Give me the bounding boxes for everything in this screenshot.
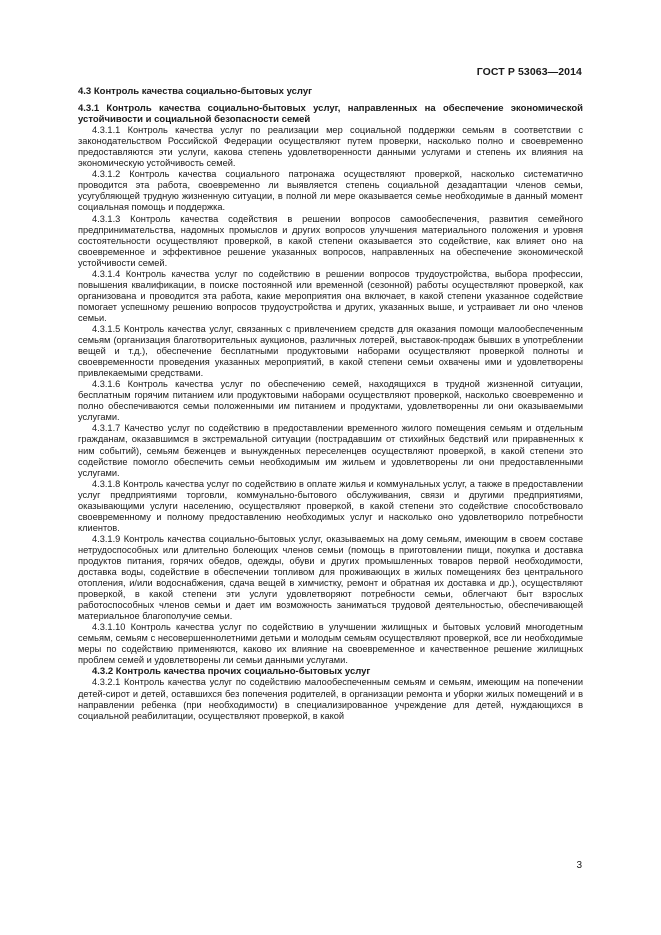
paragraph: 4.3.2.1 Контроль качества услуг по содействию малообеспеченным семьям и семьям, имеющим на попечении детей-сирот и детей, оставшихся без попечения родителей, в организации ремонта и уборки жилых помещений и в направлении ребенка (при необходимости) в специализированное учреждение для детей, нуждающихся в социальной реабилитации, осуществляют проверкой, в какой — [78, 677, 583, 721]
paragraph: 4.3.1.7 Качество услуг по содействию в предоставлении временного жилого помещения семьям и отдельным гражданам, оказавшимся в экстремальной ситуации (пострадавшим от стихийных бедствий или приравненных к ним событий), семьям беженцев и вынужденных переселенцев осуществляют проверкой, в какой степени это содействие помогло обеспечить семьи необходимым им жильем и удовлетворены ли они предоставленными услугами. — [78, 423, 583, 478]
page-number: 3 — [576, 860, 582, 871]
paragraph: 4.3.1.6 Контроль качества услуг по обеспечению семей, находящихся в трудной жизненной ситуации, бесплатным горячим питанием или продуктовыми наборами осуществляют проверкой, насколько своевременно и полно обеспечиваются семьи положенными им питанием и продуктами, удовлетворенны ли они оказываемыми услугами. — [78, 379, 583, 423]
paragraph: 4.3.1.3 Контроль качества содействия в решении вопросов самообеспечения, развития семейного предпринимательства, надомных промыслов и других вопросов улучшения материального положения и уровня состоятельности осуществляют проверкой, в какой степени оказывается это содействие, как влияет оно на своевременное и эффективное решение указанных вопросов, направленных на обеспечение экономической устойчивости семей. — [78, 213, 583, 268]
paragraph: 4.3.1.1 Контроль качества услуг по реализации мер социальной поддержки семьям в соответствии с законодательством Российской Федерации осуществляют путем проверки, насколько полно и своевременно предоставляются эти услуги, какова степень удовлетворенности данными услугами и степень их влияния на экономическую устойчивость семей. — [78, 125, 583, 169]
paragraph: 4.3.1.2 Контроль качества социального патронажа осуществляют проверкой, насколько систематично проводится эта работа, своевременно ли выявляется степень социальной дезадаптации членов семьи, усугубляющей трудную жизненную ситуации, в полной ли мере оказывается семье необходимые в данный момент социальная помощь и поддержка. — [78, 169, 583, 213]
document-id: ГОСТ Р 53063—2014 — [476, 66, 582, 78]
section-heading: 4.3 Контроль качества социально-бытовых услуг — [78, 86, 313, 97]
document-body — [78, 86, 583, 722]
paragraph: 4.3.1.8 Контроль качества услуг по содействию в оплате жилья и коммунальных услуг, а также в предоставлении услуг предприятиями торговли, коммунально-бытового обслуживания, связи и другими предприятиями, оказывающими услуги населению, осуществляют проверкой, в какой степени это содействие способствовало своевременному и полному предоставлению необходимых услуг и насколько оно удовлетворило потребности клиентов. — [78, 478, 583, 533]
paragraph: 4.3.1.4 Контроль качества услуг по содействию в решении вопросов трудоустройства, выбора профессии, повышения квалификации, в поиске постоянной или временной (сезонной) работы осуществляют проверкой, как организована и проводится эта работа, какие мероприятия она включает, в какой степени указанное содействие помогает успешному решению вопросов трудоустройства и других, указанных выше, и устраивает ли оно членов семьи. — [78, 268, 583, 323]
subsection-heading: 4.3.1 Контроль качества социально-бытовых услуг, направленных на обеспечение экономической устойчивости и социальной безопасности семей — [78, 103, 583, 126]
subsection-heading: 4.3.2 Контроль качества прочих социально-бытовых услуг — [92, 666, 371, 678]
paragraph: 4.3.1.10 Контроль качества услуг по содействию в улучшении жилищных и бытовых условий многодетным семьям, семьям с несовершеннолетними детьми и молодым семьям осуществляют проверкой, все ли необходимые меры по содействию применяются, каково их влияние на своевременное и качественное решение жилищных проблем семей и удовлетворены ли семьи данными услугами. — [78, 622, 583, 666]
paragraph: 4.3.1.5 Контроль качества услуг, связанных с привлечением средств для оказания помощи малообеспеченным семьям (организация благотворительных аукционов, различных лотерей, выставок-продаж бывших в употреблении вещей и т.д.), обеспечение бесплатными продуктовыми наборами осуществляют проверкой полноты и своевременности проведения указанных мероприятий, в какой степени семьи охвачены ими и удовлетворены привлекаемыми средствами. — [78, 323, 583, 379]
paragraph: 4.3.1.9 Контроль качества социально-бытовых услуг, оказываемых на дому семьям, имеющим в своем составе нетрудоспособных или длительно болеющих членов семьи (помощь в приготовлении пищи, покупка и доставка продуктов питания, горячих обедов, одежды, обуви и других промышленных товаров первой необходимости, доставка воды, содействие в обеспечении топливом для проживающих в жилых помещениях без центрального отопления, и/или водоснабжения, сдача вещей в химчистку, ремонт и обратная их доставка и др.), осуществляют проверкой, в какой степени эти услуги удовлетворяют потребности семьи, облегчают быт взрослых работоспособных членов семьи и дает им возможность заниматься трудовой деятельностью, обеспечивающей материальное благополучие семьи. — [78, 533, 583, 622]
